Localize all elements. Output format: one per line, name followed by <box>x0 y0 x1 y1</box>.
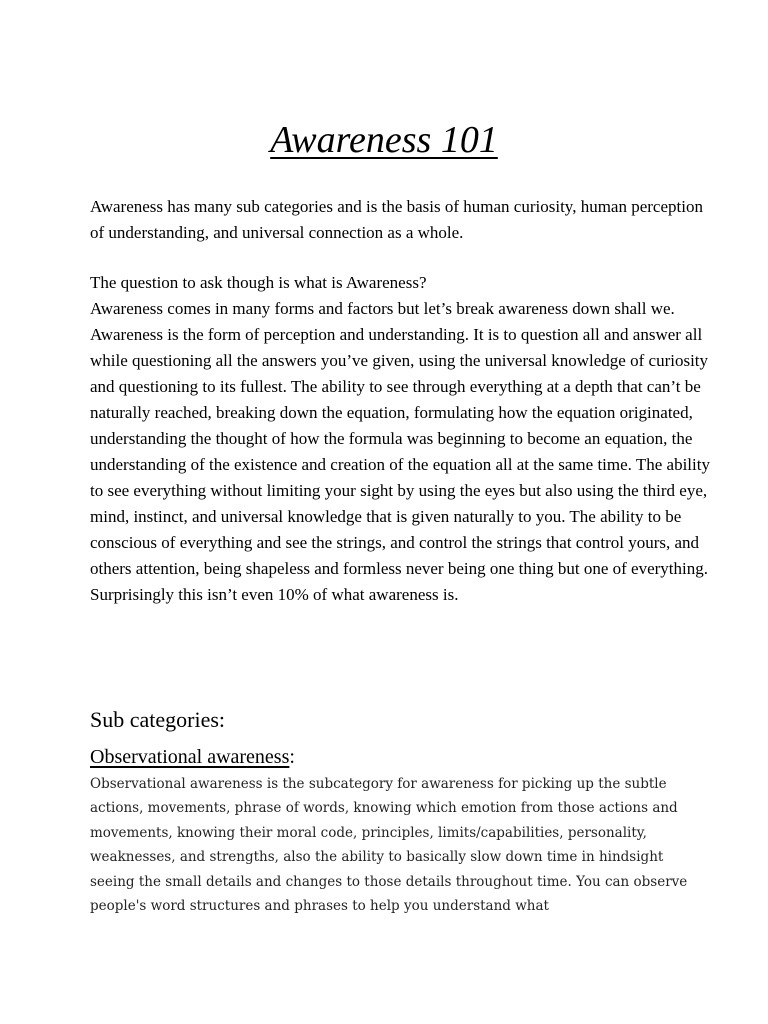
question-paragraph <box>90 270 710 608</box>
question-body: Awareness comes in many forms and factors but let’s break awareness down shall we. Awareness is the form of perception and understanding. It is to question all and answer all while questioning all the answers you’ve given, using the universal knowledge of curiosity and questioning to its fullest. The ability to see through everything at a depth that can’t be naturally reached, breaking down the equation, formulating how the equation originated, understanding the thought of how the formula was beginning to become an equation, the understanding of the existence and creation of the equation all at the same time. The ability to see everything without limiting your sight by using the eyes but also using the third eye, mind, instinct, and universal knowledge that is given naturally to you. The ability to be conscious of everything and see the strings, and control the strings that control yours, and others attention, being shapeless and formless never being one thing but one of everything. Surprisingly this isn’t even 10% of what awareness is. <box>90 299 710 604</box>
observational-awareness-paragraph: Observational awareness is the subcategory for awareness for picking up the subtle actions, movements, phrase of words, knowing which emotion from those actions and movements, knowing their moral code, principles, limits/capabilities, personality, weaknesses, and strengths, also the ability to basically slow down time in hindsight seeing the small details and changes to those details throughout time. You can observe people's word structures and phrases to help you understand what <box>90 776 688 915</box>
observational-awareness-heading-text: Observational awareness <box>90 746 290 768</box>
observational-awareness-heading-colon: : <box>289 746 295 768</box>
intro-paragraph: Awareness has many sub categories and is the basis of human curiosity, human perception of understanding, and universal connection as a whole. <box>90 197 703 242</box>
document-title-text: Awareness 101 <box>270 119 498 161</box>
document-title <box>0 116 768 164</box>
question-lead: The question to ask though is what is Awareness? <box>90 273 427 292</box>
sub-categories-heading: Sub categories: <box>90 707 226 732</box>
observational-awareness-heading <box>90 743 295 771</box>
